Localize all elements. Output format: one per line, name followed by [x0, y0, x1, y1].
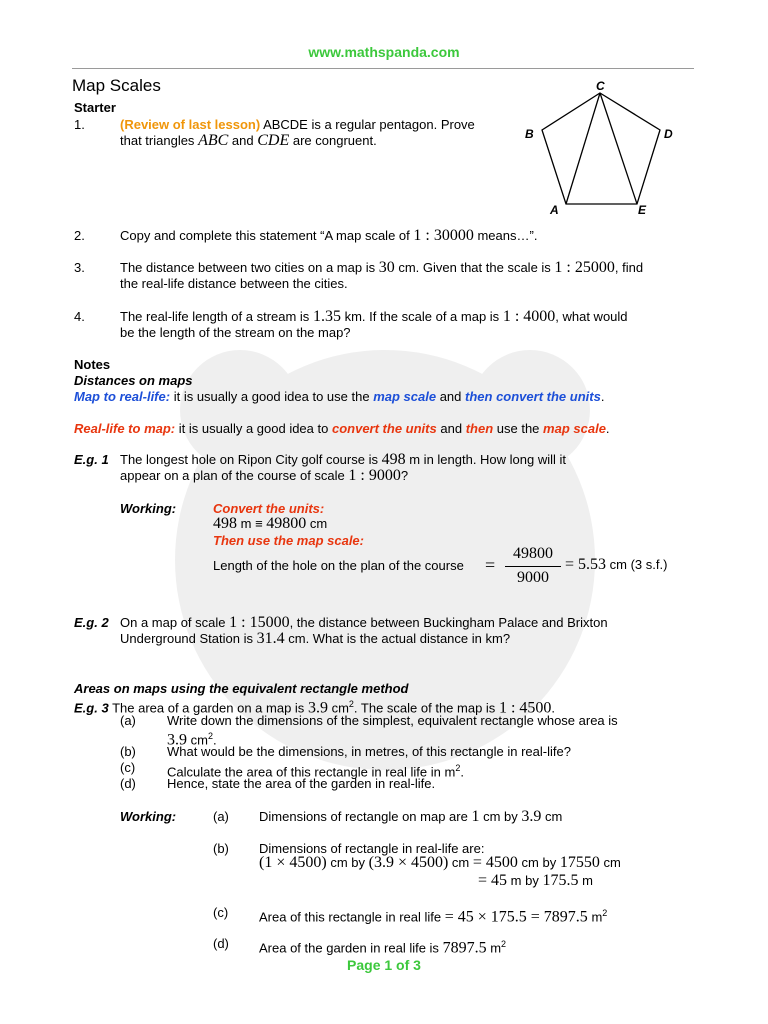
work-b-line3 [478, 873, 593, 889]
part-a-end: . [212, 732, 217, 748]
abc-label: ABC [198, 132, 229, 149]
eg1-conv-b: m ≡ [240, 516, 263, 531]
q3-text1: The distance between two cities on a map is [120, 260, 376, 275]
work-c-line [259, 905, 607, 925]
q4-line2: be the length of the stream on the map? [120, 325, 351, 340]
work-b-e6: 175.5 [542, 872, 579, 889]
work-b-u3: cm by [521, 855, 557, 870]
eg3-working-label: Working: [120, 809, 177, 824]
real-life-to-map-note [74, 421, 610, 437]
work-b-tag: (b) [213, 841, 229, 856]
part-d-tag: (d) [120, 776, 136, 791]
eg1-result [565, 557, 667, 573]
eg3-text2: . The scale of the map is [353, 700, 496, 716]
distances-subheading: Distances on maps [74, 373, 193, 388]
eg1-denominator: 9000 [517, 569, 549, 586]
eg1-length: 498 [381, 451, 406, 468]
work-c-tag: (c) [213, 905, 229, 920]
eg3-area: 3.9 [307, 699, 328, 717]
eg1-label: E.g. 1 [74, 452, 109, 467]
eg3-sup: 2 [348, 699, 354, 709]
header-url[interactable]: www.mathspanda.com [308, 44, 460, 60]
eg2-label: E.g. 2 [74, 615, 109, 630]
areas-subheading: Areas on maps using the equivalent rectangle method [74, 681, 409, 696]
eg1-line1 [120, 452, 566, 468]
eg1-line2 [120, 468, 408, 484]
q1-line1 [120, 117, 475, 133]
work-b-e4: 17550 [559, 854, 600, 871]
vertex-b-label: B [525, 127, 534, 141]
work-b-e5: = 45 [478, 872, 508, 889]
work-d-expr: 7897.5 [442, 939, 487, 957]
work-b-u4: cm [603, 855, 621, 870]
r2m-and: and [440, 421, 463, 436]
work-d-unit: m [490, 940, 502, 956]
q1-and: and [231, 133, 254, 148]
work-b-line1: Dimensions of rectangle in real-life are: [259, 841, 485, 856]
pentagon-diagram [520, 78, 690, 218]
work-c-unit: m [591, 909, 603, 925]
cde-label: CDE [257, 132, 290, 149]
vertex-c-label: C [596, 79, 605, 93]
part-b-tag: (b) [120, 744, 136, 759]
work-a-n2: 3.9 [521, 808, 542, 825]
work-a-n1: 1 [471, 808, 480, 825]
part-c-body: Calculate the area of this rectangle in real life in m [167, 764, 456, 780]
eg1-then-heading: Then use the map scale: [213, 533, 364, 548]
eg1-qmark: ? [400, 468, 409, 483]
eg1-text3: appear on a plan of the course of scale [120, 468, 345, 483]
q3-line1 [120, 260, 643, 276]
part-a-unit: cm [190, 732, 208, 748]
q4-number: 4. [74, 309, 85, 324]
q3-scale: 1 : 25000 [554, 259, 615, 276]
work-c-sup: 2 [602, 908, 608, 918]
m2r-keyword-1: map scale [373, 389, 437, 404]
work-b-e3: = 4500 [472, 854, 518, 871]
m2r-keyword-2: then convert the units [465, 389, 601, 404]
starter-heading: Starter [74, 100, 116, 115]
map-to-real-life-note [74, 389, 604, 405]
vertex-d-label: D [664, 127, 673, 141]
eg1-equals: = [485, 555, 496, 575]
page-number: Page 1 of 3 [347, 957, 421, 973]
q3-text3: , find [614, 260, 644, 275]
work-b-line2 [259, 855, 621, 871]
eg1-conversion [213, 516, 327, 532]
eg2-text2: , the distance between Buckingham Palace and Brixton [289, 615, 608, 630]
eg2-text3: Underground Station is [120, 631, 253, 646]
page-title: Map Scales [72, 76, 161, 95]
vertex-e-label: E [638, 203, 647, 217]
q1-text3: are congruent. [292, 133, 377, 148]
eg3-label: E.g. 3 [74, 700, 109, 716]
part-c-sup: 2 [455, 763, 461, 773]
eg2-line2 [120, 631, 510, 647]
part-b-text: What would be the dimensions, in metres, of this rectangle in real-life? [167, 744, 571, 759]
eg3-unit: cm [331, 700, 349, 716]
work-d-text: Area of the garden in real life is [259, 940, 439, 956]
q3-line2: the real-life distance between the cities. [120, 276, 348, 291]
q2-scale: 1 : 30000 [413, 227, 474, 244]
work-a-tag: (a) [213, 809, 229, 824]
r2m-text2: use the [496, 421, 540, 436]
q1-text2: that triangles [120, 133, 195, 148]
real-life-to-map-label: Real-life to map: [74, 421, 176, 436]
work-d-line [259, 936, 506, 956]
q4-length: 1.35 [312, 308, 341, 325]
part-d-text: Hence, state the area of the garden in real-life. [167, 776, 436, 791]
m2r-end: . [600, 389, 605, 404]
q1-line2 [120, 133, 377, 149]
q3-number: 3. [74, 260, 85, 275]
eg3-scale: 1 : 4500 [498, 699, 552, 717]
work-a-line [259, 809, 562, 825]
eg2-line1 [120, 615, 608, 631]
r2m-keyword-3: map scale [543, 421, 606, 436]
work-b-u5: m by [510, 873, 539, 888]
part-a-sup: 2 [207, 731, 213, 741]
eg2-scale: 1 : 15000 [229, 614, 290, 631]
q3-text2: cm. Given that the scale is [398, 260, 551, 275]
header-divider [72, 68, 694, 69]
work-a-text3: cm [545, 809, 563, 824]
q1-number: 1. [74, 117, 85, 132]
eg1-fraction-bar [505, 566, 561, 567]
work-b-u2: cm [451, 855, 470, 870]
q2-number: 2. [74, 228, 85, 243]
r2m-keyword-2: then [465, 421, 494, 436]
work-b-e2: (3.9 × 4500) [368, 854, 449, 871]
q3-distance: 30 [378, 259, 395, 276]
part-a-value: 3.9 [167, 731, 187, 749]
work-d-tag: (d) [213, 936, 229, 951]
diagonal-ca [566, 93, 600, 204]
eg1-numerator: 49800 [513, 545, 553, 562]
work-b-u1: cm by [330, 855, 365, 870]
q4-line1 [120, 309, 628, 325]
work-a-text1: Dimensions of rectangle on map are [259, 809, 468, 824]
eg3-text1: The area of a garden on a map is [112, 700, 305, 716]
m2r-text: it is usually a good idea to use the [173, 389, 370, 404]
part-c-end: . [460, 764, 464, 780]
map-to-real-life-label: Map to real-life: [74, 389, 171, 404]
q2-text1: Copy and complete this statement “A map scale of [120, 228, 410, 243]
diagonal-ce [600, 93, 637, 204]
q4-text3: , what would [555, 309, 628, 324]
eg1-conv-d: cm [309, 516, 328, 531]
eg1-result-unit: cm (3 s.f.) [609, 557, 668, 572]
q2-line [120, 228, 537, 244]
part-a-text: Write down the dimensions of the simplest, equivalent rectangle whose area is [167, 713, 618, 728]
work-b-u6: m [582, 873, 593, 888]
q4-text2: km. If the scale of a map is [344, 309, 500, 324]
eg1-working-label: Working: [120, 501, 177, 516]
part-a-tag: (a) [120, 713, 136, 728]
eg1-result-value: = 5.53 [565, 556, 607, 573]
eg2-distance: 31.4 [256, 630, 285, 647]
vertex-a-label: A [550, 203, 559, 217]
q2-text2: means…”. [477, 228, 538, 243]
work-c-text: Area of this rectangle in real life [259, 909, 442, 925]
work-d-sup: 2 [501, 939, 507, 949]
r2m-end: . [605, 421, 610, 436]
eg1-text2: m in length. How long will it [409, 452, 567, 467]
q4-scale: 1 : 4000 [502, 308, 556, 325]
work-c-expr: = 45 × 175.5 = 7897.5 [444, 908, 588, 926]
eg1-conv-a: 498 [213, 515, 237, 532]
eg2-text1: On a map of scale [120, 615, 226, 630]
r2m-text: it is usually a good idea to [178, 421, 329, 436]
eg1-conv-c: 49800 [266, 515, 307, 532]
pentagon-outline [542, 93, 660, 204]
review-tag: (Review of last lesson) [120, 117, 261, 132]
work-b-e1: (1 × 4500) [259, 854, 327, 871]
q1-text1: ABCDE is a regular pentagon. Prove [263, 117, 475, 132]
eg1-scale: 1 : 9000 [348, 467, 401, 484]
eg1-length-text: Length of the hole on the plan of the course [213, 558, 464, 573]
q4-text1: The real-life length of a stream is [120, 309, 310, 324]
part-c-tag: (c) [120, 760, 136, 775]
eg3-end: . [551, 700, 556, 716]
r2m-keyword-1: convert the units [331, 421, 437, 436]
eg2-text4: cm. What is the actual distance in km? [288, 631, 511, 646]
m2r-and: and [439, 389, 462, 404]
work-a-text2: cm by [483, 809, 518, 824]
notes-heading: Notes [74, 357, 111, 372]
eg1-text1: The longest hole on Ripon City golf course is [120, 452, 378, 467]
eg1-convert-heading: Convert the units: [213, 501, 325, 516]
